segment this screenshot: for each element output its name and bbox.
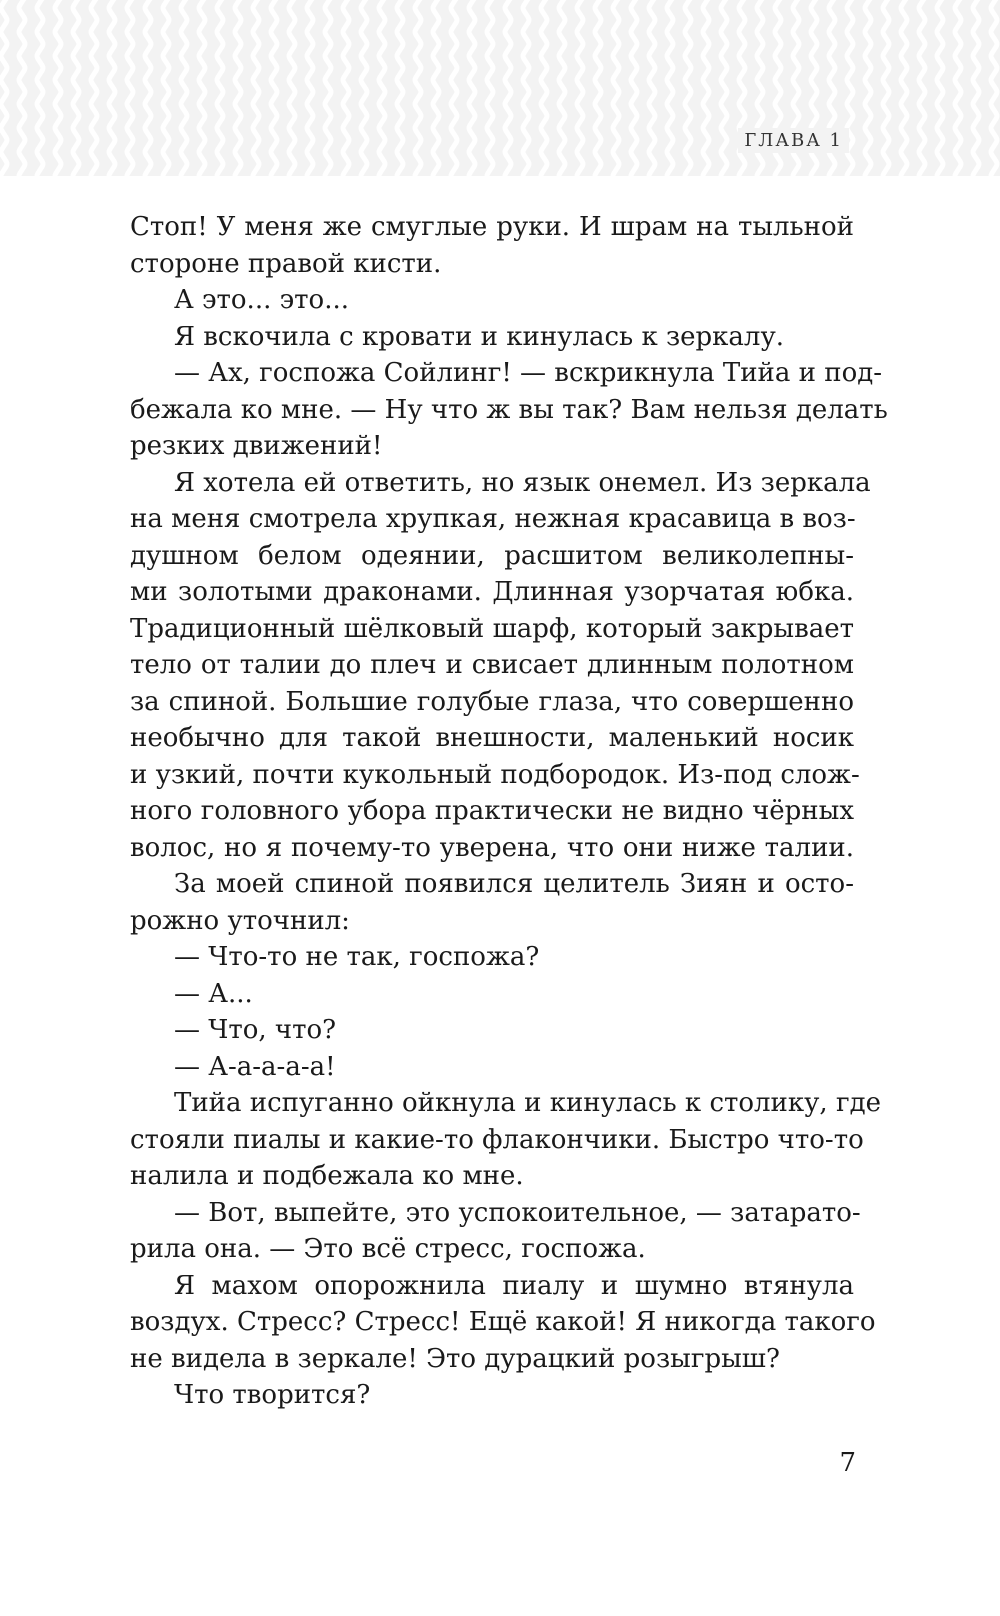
text-line: рила она. — Это всё стресс, госпожа. bbox=[130, 1234, 646, 1264]
text-line: Я махом опорожнила пиалу и шумно втянула bbox=[174, 1270, 854, 1301]
text-line: резких движений! bbox=[130, 431, 383, 461]
wave-line bbox=[325, 0, 331, 176]
text-line: ного головного убора практически не видно чёрных bbox=[130, 796, 854, 826]
wave-line bbox=[379, 0, 385, 176]
wave-line bbox=[685, 0, 691, 176]
text-line: стояли пиалы и какие-то флакончики. Быстро что-то bbox=[130, 1124, 864, 1155]
text-line: — Ах, госпожа Сойлинг! — вскрикнула Тийа и под- bbox=[174, 358, 883, 388]
text-line: не видела в зеркале! Это дурацкий розыгрыш? bbox=[130, 1343, 780, 1374]
text-line: Я хотела ей ответить, но язык онемел. Из зеркала bbox=[174, 467, 871, 498]
wave-line bbox=[919, 0, 925, 176]
wave-line bbox=[955, 0, 961, 176]
wave-line bbox=[523, 0, 529, 176]
wave-line bbox=[415, 0, 421, 176]
page-number: 7 bbox=[839, 1448, 856, 1478]
wave-line bbox=[883, 0, 889, 176]
text-line: душном белом одеянии, расшитом великолепны- bbox=[130, 540, 854, 571]
wave-line bbox=[361, 0, 367, 176]
wave-line bbox=[307, 0, 313, 176]
text-line: рожно уточнил: bbox=[130, 905, 350, 936]
wave-line bbox=[163, 0, 169, 176]
text-line: Тийа испуганно ойкнула и кинулась к столику, где bbox=[174, 1088, 881, 1118]
wave-line bbox=[127, 0, 133, 176]
wave-line bbox=[559, 0, 565, 176]
wave-line bbox=[667, 0, 673, 176]
wave-line bbox=[991, 0, 997, 176]
text-line: необычно для такой внешности, маленький носик bbox=[130, 723, 854, 753]
wave-line bbox=[235, 0, 241, 176]
header-wave-band bbox=[0, 0, 1000, 176]
wave-line bbox=[541, 0, 547, 176]
text-line: Стоп! У меня же смуглые руки. И шрам на тыльной bbox=[130, 212, 854, 242]
wave-line bbox=[937, 0, 943, 176]
text-line: Традиционный шёлковый шарф, который закрывает bbox=[130, 613, 854, 644]
wave-line bbox=[253, 0, 259, 176]
chapter-label: ГЛАВА 1 bbox=[738, 128, 849, 153]
wave-line bbox=[649, 0, 655, 176]
wave-line bbox=[487, 0, 493, 176]
wave-line bbox=[19, 0, 25, 176]
text-body bbox=[130, 209, 888, 1414]
wave-line bbox=[451, 0, 457, 176]
wave-line bbox=[217, 0, 223, 176]
wave-line bbox=[289, 0, 295, 176]
wave-line bbox=[397, 0, 403, 176]
wave-line bbox=[901, 0, 907, 176]
wave-line bbox=[1, 0, 7, 176]
text-line: — А-а-а-а-а! bbox=[174, 1051, 336, 1082]
wave-line bbox=[145, 0, 151, 176]
wave-line bbox=[595, 0, 601, 176]
wave-line bbox=[577, 0, 583, 176]
text-line: — А... bbox=[174, 978, 253, 1009]
wave-line bbox=[613, 0, 619, 176]
wave-line bbox=[73, 0, 79, 176]
wave-line bbox=[721, 0, 727, 176]
wave-line bbox=[469, 0, 475, 176]
wave-line bbox=[343, 0, 349, 176]
text-line: воздух. Стресс? Стресс! Ещё какой! Я никогда такого bbox=[130, 1307, 876, 1337]
wave-line bbox=[631, 0, 637, 176]
text-line: бежала ко мне. — Ну что ж вы так? Вам нельзя делать bbox=[130, 394, 888, 425]
wave-line bbox=[973, 0, 979, 176]
text-line: Что творится? bbox=[174, 1380, 371, 1410]
text-line: За моей спиной появился целитель Зиян и осто- bbox=[174, 869, 854, 899]
wave-line bbox=[109, 0, 115, 176]
text-line: налила и подбежала ко мне. bbox=[130, 1161, 524, 1191]
wave-line bbox=[433, 0, 439, 176]
text-line: — Вот, выпейте, это успокоительное, — затарато- bbox=[174, 1197, 861, 1228]
text-line: тело от талии до плеч и свисает длинным полотном bbox=[130, 650, 854, 680]
wave-line bbox=[703, 0, 709, 176]
text-line: ми золотыми драконами. Длинная узорчатая юбка. bbox=[130, 577, 854, 607]
text-line: на меня смотрела хрупкая, нежная красавица в воз- bbox=[130, 504, 856, 534]
wave-line bbox=[91, 0, 97, 176]
wave-line bbox=[55, 0, 61, 176]
wave-line bbox=[505, 0, 511, 176]
text-line: — Что-то не так, госпожа? bbox=[174, 942, 540, 972]
wave-line bbox=[865, 0, 871, 176]
wave-line bbox=[199, 0, 205, 176]
wave-pattern bbox=[0, 0, 1000, 176]
wave-line bbox=[181, 0, 187, 176]
wave-line bbox=[37, 0, 43, 176]
text-line: за спиной. Большие голубые глаза, что совершенно bbox=[130, 686, 854, 717]
text-line: Я вскочила с кровати и кинулась к зеркалу. bbox=[174, 321, 785, 352]
text-line: — Что, что? bbox=[174, 1015, 337, 1045]
text-line: волос, но я почему-то уверена, что они ниже талии. bbox=[130, 832, 854, 863]
text-line: А это... это... bbox=[174, 285, 350, 315]
text-line: и узкий, почти кукольный подбородок. Из-под слож- bbox=[130, 759, 860, 790]
text-line: стороне правой кисти. bbox=[130, 248, 442, 279]
wave-line bbox=[271, 0, 277, 176]
